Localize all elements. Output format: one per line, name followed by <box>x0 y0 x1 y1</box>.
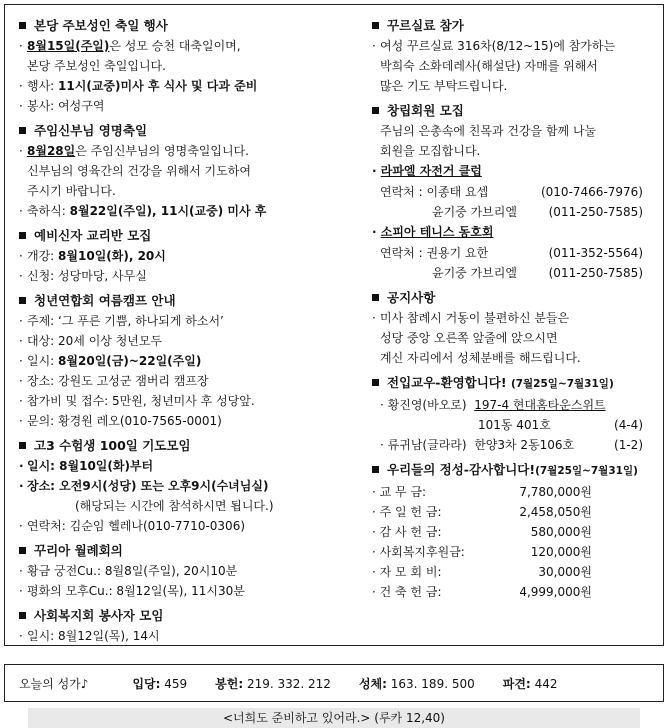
section-new-parishioners: 전입교우-환영합니다! (7월25일~7월31일) · 황진영(바오로) 197-4 현대홈타운스위트 101동 401호 (4-4) · 류귀남(글라라) 한양3차 2동106호 (1-2) <box>368 372 663 455</box>
square-bullet-icon <box>19 612 26 619</box>
section-title: 꾸르실료 참가 <box>387 18 464 33</box>
square-bullet-icon <box>372 379 379 386</box>
section-catechumen: 예비신자 교리반 모집 · 개강: 8월10일(화), 20시 · 신청: 성당마당, 사무실 <box>19 228 166 283</box>
section-patron-feast: 본당 주보성인 축일 행사 · 8월15일(주일)은 성모 승천 대축일이며, 본당 주보성인 축일입니다. · 행사: 11시(교중)미사 후 식사 및 다과 준비 · 봉사: 여성구역 <box>19 18 258 113</box>
offering-row: · 건 축 헌 금: 4,999,000원 <box>372 585 592 599</box>
offering-row: · 감 사 헌 금: 580,000원 <box>372 525 592 539</box>
square-bullet-icon <box>19 232 26 239</box>
section-title: 창립회원 모집 <box>387 103 464 118</box>
square-bullet-icon <box>19 547 26 554</box>
square-bullet-icon <box>372 466 379 473</box>
square-bullet-icon <box>372 294 379 301</box>
section-exam-prayer: 고3 수험생 100일 기도모임 · 일시: 8월10일(화)부터 · 장소: 오전9시(성당) 또는 오후9시(수녀님실) (해당되는 시간에 참석하시면 됩니다.) · 연락처: 김순임 헬레나(010-7710-0306) <box>19 438 274 533</box>
section-pastor-nameday: 주임신부님 영명축일 · 8월28일은 주임신부님의 영명축일입니다. 신부님의 영육간의 건강을 위해서 기도하여 주시기 바랍니다. · 축하식: 8월22일(주일), 11시(교중) 미사 후 <box>19 123 267 218</box>
section-title: 청년연합회 여름캠프 안내 <box>34 293 176 308</box>
square-bullet-icon <box>19 127 26 134</box>
section-founding-members: 창립회원 모집 주님의 은총속에 친목과 건강을 함께 나눌 회원을 모집합니다. · 라파엘 자전거 클럽 연락처 : 이종태 요셉 (010-7466-7976) 윤기중 가브리엘 (011-250-7585) · 소피아 테니스 동호회 연락처 : 권용기 요한 (011-352-5564) 윤기중 가브리엘 (011-250-7585) <box>368 100 663 283</box>
section-title: 전입교우-환영합니다! <box>387 375 507 390</box>
square-bullet-icon <box>19 297 26 304</box>
square-bullet-icon <box>19 442 26 449</box>
square-bullet-icon <box>19 22 26 29</box>
hymn-communion: 성체: 163. 189. 500 <box>358 676 475 691</box>
offering-row: · 자 모 회 비: 30,000원 <box>372 565 592 579</box>
section-title: 우리들의 정성-감사합니다! <box>387 462 536 477</box>
section-curia-meeting: 꾸리아 월례회의 · 황금 궁전Cu.: 8월8일(주일), 20시10분 · 평화의 모후Cu.: 8월12일(목), 11시30분 <box>19 543 245 598</box>
section-notice: 공지사항 · 미사 참례시 거동이 불편하신 분들은 성당 중앙 오른쪽 앞줄에 앉으시면 계신 자리에서 성체분배를 해드립니다. <box>372 290 581 365</box>
section-title: 꾸리아 월례회의 <box>34 543 123 558</box>
square-bullet-icon <box>372 107 379 114</box>
hymn-label: 오늘의 성가♪ <box>19 676 89 691</box>
section-cursillo: 꾸르실료 참가 · 여성 꾸르실료 316차(8/12~15)에 참가하는 박희숙 소화데레사(해설단) 자매를 위해서 많은 기도 부탁드립니다. <box>372 18 616 93</box>
hymn-numbers-bar <box>4 664 664 702</box>
hymn-offertory: 봉헌: 219. 332. 212 <box>215 676 331 691</box>
section-title: 고3 수험생 100일 기도모임 <box>34 438 191 453</box>
scripture-quote: <너희도 준비하고 있어라.> (루카 12,40) <box>28 708 640 728</box>
offering-row: · 주 일 헌 금: 2,458,050원 <box>372 505 592 519</box>
square-bullet-icon <box>372 22 379 29</box>
section-title: 주임신부님 영명축일 <box>34 123 148 138</box>
section-title: 예비신자 교리반 모집 <box>34 228 152 243</box>
section-offerings: 우리들의 정성-감사합니다!(7월25일~7월31일) · 교 무 금: 7,780,000원 · 주 일 헌 금: 2,458,050원 · 감 사 헌 금: 580,000원 · 사회복지후원금: 120,000원 · 자 모 회 비: 30,000원 · 건 축 헌 금: 4,999,000원 <box>368 459 663 602</box>
hymn-recession: 파견: 442 <box>502 676 558 691</box>
section-title: 공지사항 <box>387 290 436 305</box>
left-column <box>15 15 355 650</box>
section-title: 사회복지회 봉사자 모임 <box>34 608 164 623</box>
section-youth-camp: 청년연합회 여름캠프 안내 · 주제: ‘그 푸른 기쁨, 하나되게 하소서’ · 대상: 20세 이상 청년모두 · 일시: 8월20일(금)~22일(주일) · 장소: 강원도 고성군 잼버리 캠프장 · 참가비 및 접수: 5만원, 청년미사 후 성당앞. · 문의: 황경원 레오(010-7565-0001) <box>19 293 255 428</box>
right-column <box>368 15 663 606</box>
section-title: 본당 주보성인 축일 행사 <box>34 18 168 33</box>
hymn-entrance: 입당: 459 <box>132 676 188 691</box>
offering-row: · 교 무 금: 7,780,000원 <box>372 485 592 499</box>
offering-row: · 사회복지후원금: 120,000원 <box>372 545 592 559</box>
section-welfare-volunteers: 사회복지회 봉사자 모임 · 일시: 8월12일(목), 14시 <box>19 608 164 643</box>
club-raphael: · 라파엘 자전거 클럽 <box>372 164 482 178</box>
club-sophia: · 소피아 테니스 동호회 <box>372 225 494 239</box>
bulletin-frame <box>4 4 664 646</box>
